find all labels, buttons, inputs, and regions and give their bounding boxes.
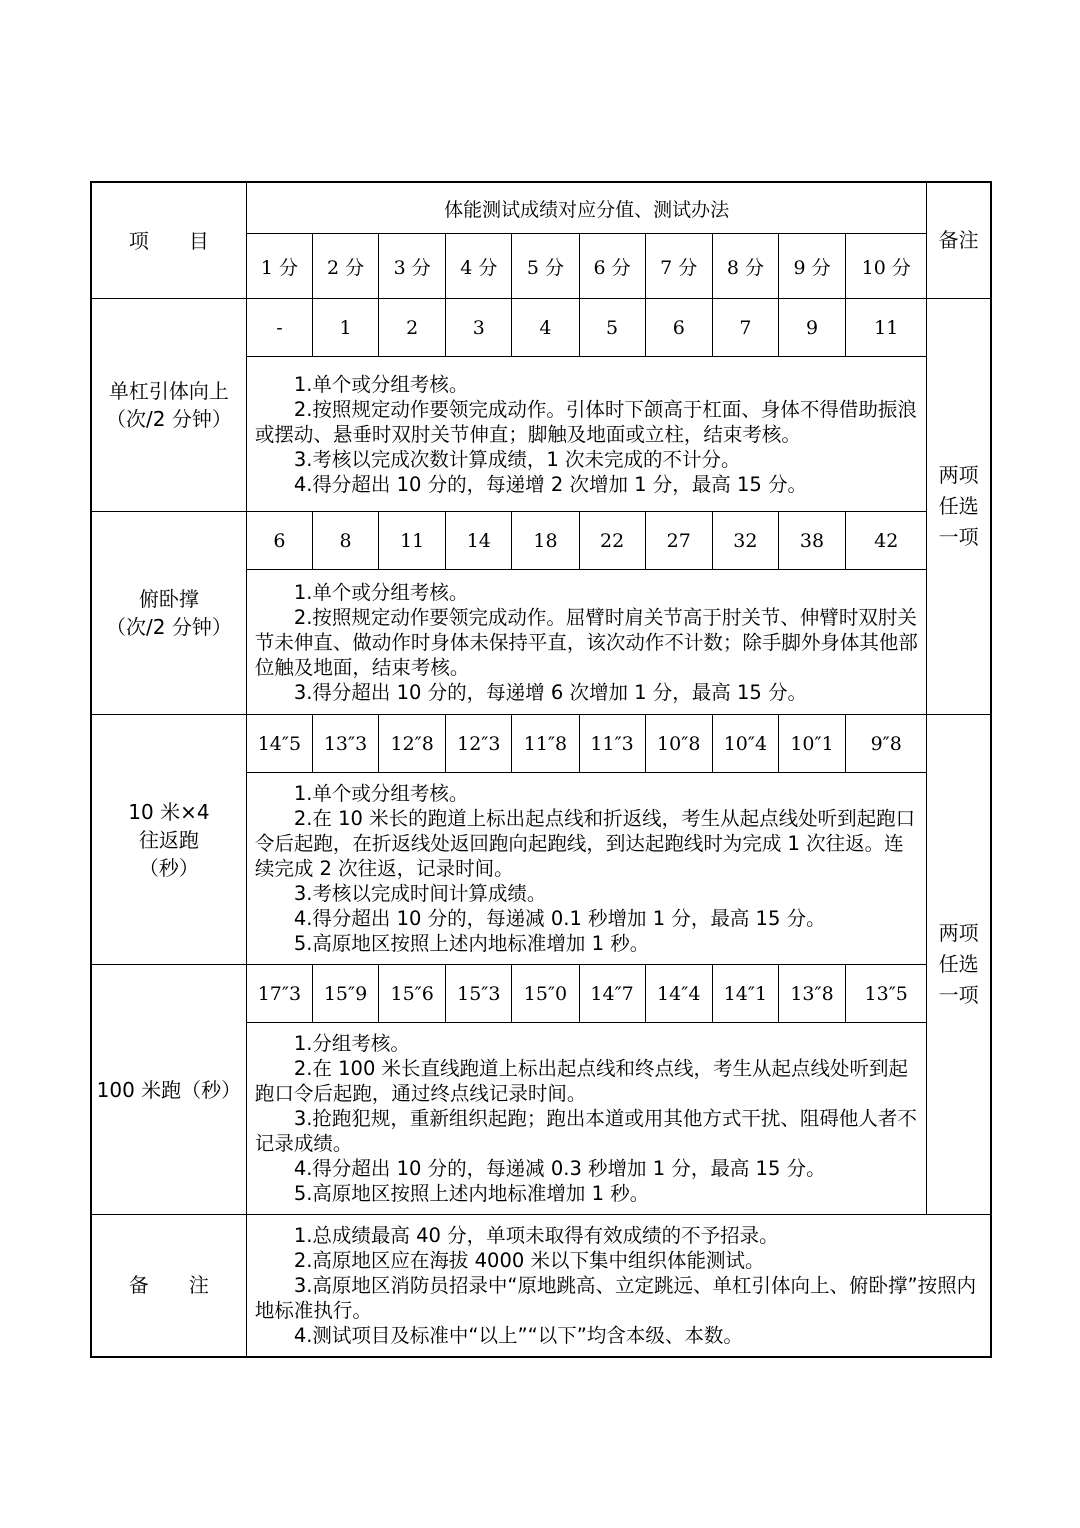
rule-line: 4.得分超出 10 分的，每递减 0.3 秒增加 1 分，最高 15 分。 [293, 1157, 826, 1180]
score-value: 14 [446, 512, 512, 570]
score-value: 13″8 [778, 965, 845, 1023]
score-header: 1 分 [246, 234, 312, 299]
remark-line: 任选 [938, 494, 979, 518]
score-value: 11″3 [579, 715, 645, 773]
score-value: 6 [645, 299, 712, 357]
rule-line: 3.考核以完成次数计算成绩，1 次未完成的不计分。 [293, 447, 741, 471]
score-value: 9 [778, 299, 845, 357]
footer-label: 备 注 [91, 1215, 246, 1357]
score-value: 3 [446, 299, 512, 357]
remark-line: 两项 [938, 463, 979, 487]
item-name-100m [91, 965, 246, 1215]
score-value: 11 [379, 512, 446, 570]
score-value: 42 [846, 512, 927, 570]
score-value: 7 [712, 299, 778, 357]
test-method-100m [246, 1023, 927, 1215]
rule-line: 1.分组考核。 [293, 1032, 410, 1055]
score-value: 1 [312, 299, 378, 357]
rule-line: 2.按照规定动作要领完成动作。引体时下颌高于杠面、身体不得借助振浪或摆动、悬垂时双肘关节伸直；脚触及地面或立柱，结束考核。 [254, 397, 917, 446]
score-value: 9″8 [846, 715, 927, 773]
item-name-line: （次/2 分钟） [106, 615, 232, 639]
item-name-line: 10 米×4 [128, 799, 210, 824]
score-value: 14″5 [246, 715, 312, 773]
rule-line: 3.抢跑犯规，重新组织起跑；跑出本道或用其他方式干扰、阻碍他人者不记录成绩。 [254, 1107, 917, 1155]
score-value: 4 [512, 299, 579, 357]
remark-line: 一项 [938, 525, 979, 549]
note-line: 3.高原地区消防员招录中“原地跳高、立定跳远、单杠引体向上、俯卧撑”按照内地标准执行。 [254, 1273, 977, 1322]
score-header: 5 分 [512, 234, 579, 299]
score-value: 14″7 [579, 965, 645, 1023]
rule-line: 2.按照规定动作要领完成动作。屈臂时肩关节高于肘关节、伸臂时双肘关节未伸直、做动作时身体未保持平直，该次动作不计数；除手脚外身体其他部位触及地面，结束考核。 [254, 605, 918, 679]
score-value: 38 [778, 512, 845, 570]
score-value: 15″9 [312, 965, 378, 1023]
score-header: 3 分 [379, 234, 446, 299]
score-value: 14″1 [712, 965, 778, 1023]
rule-line: 4.得分超出 10 分的，每递减 0.1 秒增加 1 分，最高 15 分。 [293, 907, 826, 930]
score-value: 10″8 [645, 715, 712, 773]
score-value: 11 [846, 299, 927, 357]
rule-line: 2.在 100 米长直线跑道上标出起点线和终点线，考生从起点线处听到起跑口令后起跑，通过终点线记录时间。 [254, 1057, 909, 1105]
table-title: 体能测试成绩对应分值、测试办法 [246, 182, 927, 234]
score-value: 15″6 [379, 965, 446, 1023]
group-remark-1 [927, 299, 991, 715]
remark-header: 备注 [927, 182, 991, 299]
item-name-line: 100 米跑（秒） [96, 1077, 242, 1102]
score-header: 8 分 [712, 234, 778, 299]
score-value: 5 [579, 299, 645, 357]
score-header: 7 分 [645, 234, 712, 299]
note-line: 1.总成绩最高 40 分，单项未取得有效成绩的不予招录。 [293, 1223, 779, 1247]
score-value: 10″1 [778, 715, 845, 773]
score-value: 12″8 [379, 715, 446, 773]
item-name-shuttle-run [91, 715, 246, 965]
score-header: 6 分 [579, 234, 645, 299]
remark-line: 两项 [938, 921, 979, 945]
score-header: 4 分 [446, 234, 512, 299]
rule-line: 5.高原地区按照上述内地标准增加 1 秒。 [293, 932, 650, 955]
score-value: - [246, 299, 312, 357]
test-method-pullup [246, 357, 927, 512]
fitness-standards-table [90, 181, 992, 1358]
score-value: 2 [379, 299, 446, 357]
footer-notes [246, 1215, 991, 1357]
item-name-line: 单杠引体向上 [108, 379, 229, 403]
rule-line: 1.单个或分组考核。 [293, 372, 469, 396]
rule-line: 3.考核以完成时间计算成绩。 [293, 882, 547, 905]
test-method-shuttle-run [246, 773, 927, 965]
group-remark-2 [927, 715, 991, 1215]
note-line: 4.测试项目及标准中“以上”“以下”均含本级、本数。 [293, 1323, 743, 1347]
rule-line: 1.单个或分组考核。 [293, 580, 469, 604]
score-value: 12″3 [446, 715, 512, 773]
score-value: 11″8 [512, 715, 579, 773]
score-value: 27 [645, 512, 712, 570]
item-name-line: 俯卧撑 [138, 587, 199, 611]
score-value: 17″3 [246, 965, 312, 1023]
item-name-pushup [91, 512, 246, 715]
score-header: 10 分 [846, 234, 927, 299]
item-name-pullup [91, 299, 246, 512]
item-name-line: 往返跑 [138, 827, 199, 852]
rule-line: 2.在 10 米长的跑道上标出起点线和折返线，考生从起点线处听到起跑口令后起跑，在折返线处返回跑向起跑线，到达起跑线时为完成 1 次往返。连续完成 2 次往返，记录时间。 [254, 807, 916, 880]
score-value: 15″0 [512, 965, 579, 1023]
rule-line: 4.得分超出 10 分的，每递增 2 次增加 1 分，最高 15 分。 [293, 472, 807, 496]
item-name-line: （秒） [138, 855, 199, 880]
score-value: 14″4 [645, 965, 712, 1023]
score-value: 15″3 [446, 965, 512, 1023]
score-header: 9 分 [778, 234, 845, 299]
remark-line: 一项 [938, 983, 979, 1007]
test-method-pushup [246, 570, 927, 715]
rule-line: 3.得分超出 10 分的，每递增 6 次增加 1 分，最高 15 分。 [293, 680, 807, 704]
item-header: 项 目 [91, 182, 246, 299]
score-value: 18 [512, 512, 579, 570]
note-line: 2.高原地区应在海拔 4000 米以下集中组织体能测试。 [293, 1248, 765, 1272]
score-value: 22 [579, 512, 645, 570]
score-value: 32 [712, 512, 778, 570]
rule-line: 1.单个或分组考核。 [293, 782, 469, 805]
remark-line: 任选 [938, 952, 979, 976]
score-value: 10″4 [712, 715, 778, 773]
score-value: 8 [312, 512, 378, 570]
score-value: 6 [246, 512, 312, 570]
score-value: 13″5 [846, 965, 927, 1023]
score-value: 13″3 [312, 715, 378, 773]
score-header: 2 分 [312, 234, 378, 299]
rule-line: 5.高原地区按照上述内地标准增加 1 秒。 [293, 1182, 650, 1205]
item-name-line: （次/2 分钟） [106, 407, 232, 431]
